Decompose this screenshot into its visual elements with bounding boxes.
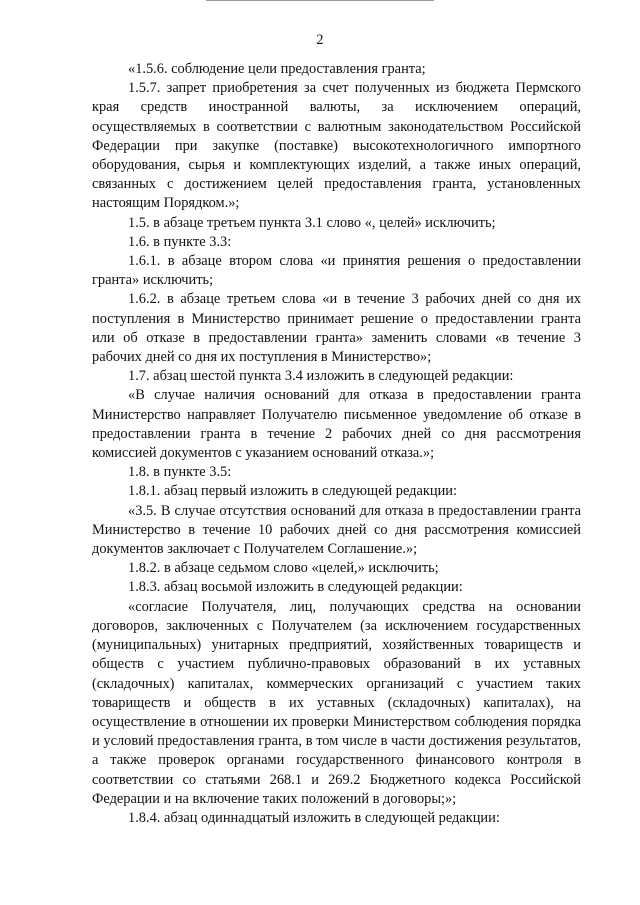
document-body xyxy=(92,60,581,828)
paragraph-1-5: 1.5. в абзаце третьем пункта 3.1 слово «, целей» исключить; xyxy=(128,214,496,231)
paragraph-refusal-notice: «В случае наличия оснований для отказа в предоставлении гранта Министерство направляет Получателю письменное уведомление об отказе в предоставлении гранта в течение 2 рабочих дней со дня рассмотрения комиссией документов с указанием оснований отказа.»; xyxy=(92,387,581,462)
page-number: 2 xyxy=(316,32,324,48)
paragraph-1-8-2: 1.8.2. в абзаце седьмом слово «целей,» исключить; xyxy=(128,560,439,577)
paragraph-1-7: 1.7. абзац шестой пункта 3.4 изложить в следующей редакции: xyxy=(128,368,514,385)
paragraph-1-5-6: «1.5.6. соблюдение цели предоставления гранта; xyxy=(128,61,426,77)
paragraph-3-5: «3.5. В случае отсутствия оснований для отказа в предоставлении гранта Министерство в течение 10 рабочих дней со дня рассмотрения комиссией документов заключает с Получателем Соглашение.»; xyxy=(92,502,581,558)
paragraph-1-6-1: 1.6.1. в абзаце втором слова «и принятия решения о предоставлении гранта» исключить; xyxy=(92,253,581,289)
paragraph-1-8-4: 1.8.4. абзац одиннадцатый изложить в следующей редакции: xyxy=(128,809,500,826)
paragraph-1-8: 1.8. в пункте 3.5: xyxy=(128,464,232,481)
paragraph-1-6-2: 1.6.2. в абзаце третьем слова «и в течение 3 рабочих дней со дня их поступления в Министерство принимает решение о предоставлении гранта или об отказе в предоставлении гранта» заменить словами «в течение 3 рабочих дней со дня их поступления в Министерство»; xyxy=(92,291,581,366)
paragraph-1-8-1: 1.8.1. абзац первый изложить в следующей редакции: xyxy=(128,483,457,500)
paragraph-1-6: 1.6. в пункте 3.3: xyxy=(128,233,232,250)
paragraph-consent: «согласие Получателя, лиц, получающих средства на основании договоров, заключенных с Получателем (за исключением государственных (муниципальных) унитарных предприятий, хозяйственных товариществ и обществ с участием публично-правовых образований в их уставных (складочных) капиталах, коммерческих организаций с участием таких товариществ и обществ в их уставных (складочных) капиталах), на осуществление в отношении их проверки Министерством соблюдения порядка и условий предоставления гранта, в том числе в части достижения результатов, а также проверок органами государственного финансового контроля в соответствии со статьями 268.1 и 269.2 Бюджетного кодекса Российской Федерации и на включение таких положений в договоры;»; xyxy=(92,598,581,807)
paragraph-1-8-3: 1.8.3. абзац восьмой изложить в следующей редакции: xyxy=(128,579,463,596)
paragraph-1-5-7: 1.5.7. запрет приобретения за счет полученных из бюджета Пермского края средств иностранной валюты, за исключением операций, осуществляемых в соответствии с валютным законодательством Российской Федерации при закупке (поставке) высокотехнологичного импортного оборудования, сырья и комплектующих изделий, а также иных операций, связанных с достижением целей предоставления гранта, установленных настоящим Порядком.»; xyxy=(92,80,581,212)
top-border-line xyxy=(206,0,434,1)
